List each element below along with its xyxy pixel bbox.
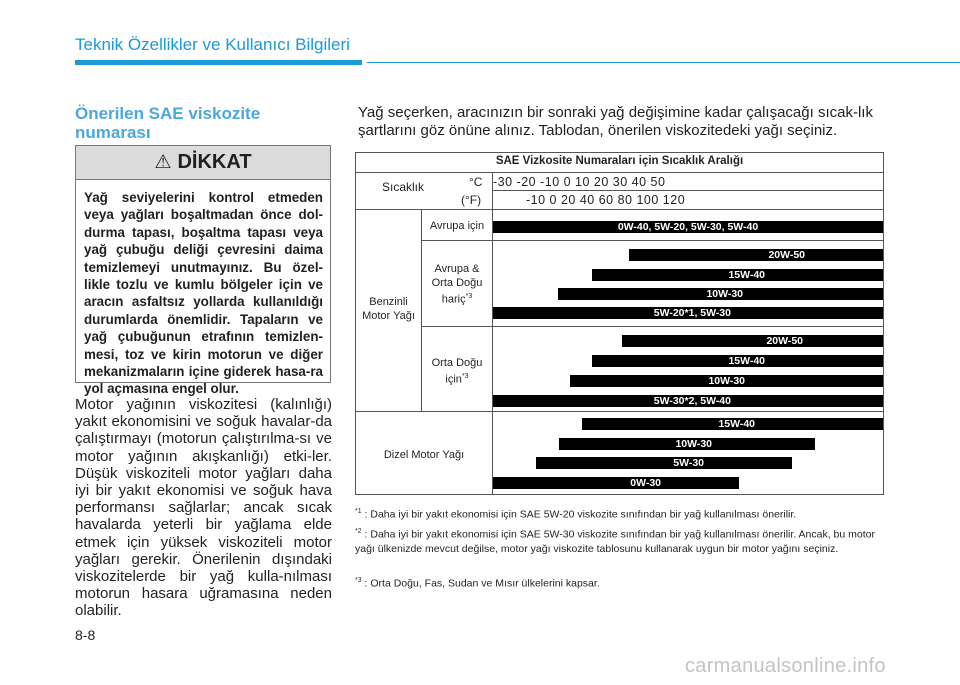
footnote-1-text: : Daha iyi bir yakıt ekonomisi için SAE 5W-20 viskozite sınıfından bir yağ kullanılması önerilir. — [364, 508, 797, 521]
bar-d-0w30: 0W-30 — [493, 477, 739, 489]
celsius-scale: -30 -20 -10 0 10 20 30 40 50 — [493, 175, 666, 189]
europe-me-except-label — [426, 262, 488, 307]
fahrenheit-label: (°F) — [461, 193, 482, 207]
bar-me-5w30: 5W-30*2, 5W-40 — [493, 395, 883, 407]
footnote-1-mark: *1 — [355, 508, 362, 515]
table-rule — [421, 240, 883, 241]
viscosity-table — [355, 152, 884, 495]
table-title: SAE Vizkosite Numaraları için Sıcaklık Aralığı — [495, 155, 744, 167]
bar-ex-15w40: 15W-40 — [592, 269, 883, 281]
header-accent-bar — [75, 60, 362, 65]
footnote-3-mark: *3 — [355, 577, 362, 584]
bar-d-10w30: 10W-30 — [559, 438, 815, 450]
temp-label: Sıcaklık — [382, 180, 425, 194]
bar-ex-5w20: 5W-20*1, 5W-30 — [493, 307, 883, 319]
bar-me-15w40: 15W-40 — [592, 355, 883, 367]
fahrenheit-scale: -10 0 20 40 60 80 100 120 — [526, 193, 686, 207]
middle-east-label — [426, 356, 488, 387]
section-title: Önerilen SAE viskozite numarası — [75, 104, 261, 142]
footnote-2-mark: *2 — [355, 528, 362, 535]
bar-eu-all: 0W-40, 5W-20, 5W-30, 5W-40 — [493, 221, 883, 233]
caution-header — [76, 146, 330, 180]
note-ref-3: *3 — [461, 373, 469, 380]
intro-paragraph: Yağ seçerken, aracınızın bir sonraki yağ değişimine kadar çalışacağı sıcak-lık şartlarını göz önüne alınız. Tablodan, önerilen viskozitedeki yağı seçiniz. — [358, 104, 873, 139]
caution-text: Yağ seviyelerini kontrol etmeden veya yağları boşaltmadan önce dol-durma tapası, boşaltma tapası veya yağ çubuğu deliği çevresini daima temizlemeyi unutmayınız. Bu özel-likle tozlu ve kumlu bölgeler için ve aracın asfaltsız yollarda kullanıldığı durumlarda önemlidir. Tapaların ve yağ çubuğunun etrafının temizlen-mesi, toz ve kirin motorun ve diğer mekanizmaların içine giderek hasa-ra yol açmasına engel olur. — [84, 190, 323, 397]
bar-d-15w40: 15W-40 — [582, 418, 883, 430]
europe-me-except-text: Avrupa & Orta Doğu hariç — [431, 263, 483, 306]
bar-me-20w50: 20W-50 — [622, 335, 883, 347]
footnote-3-text: : Orta Doğu, Fas, Sudan ve Mısır ülkelerini kapsar. — [364, 577, 600, 590]
page-number: 8-8 — [75, 627, 96, 643]
gasoline-oil-label: Benzinli Motor Yağı — [362, 296, 415, 322]
table-rule — [492, 190, 883, 191]
header-divider — [367, 62, 960, 63]
table-rule — [421, 326, 883, 327]
middle-east-text: Orta Doğu için — [431, 357, 483, 386]
europe-label: Avrupa için — [429, 220, 485, 232]
table-rule — [356, 209, 883, 210]
footnote-1 — [355, 505, 885, 522]
celsius-label: °C — [469, 175, 483, 189]
diesel-oil-label: Dizel Motor Yağı — [383, 449, 465, 461]
watermark: carmanualsonline.info — [685, 655, 886, 677]
footnote-2 — [355, 525, 885, 556]
body-paragraph: Motor yağının viskozitesi (kalınlığı) yakıt ekonomisini ve soğuk havalar-da çalıştırmayı (motorun çalıştırılma-sı ve motor yağının akışkanlığı) etki-ler. Düşük viskoziteli motor yağları daha iyi bir yakıt ekonomisi ve soğuk hava performansı sağlarlar; ancak sıcak havalarda yeterli bir yağlama elde etmek için yüksek viskoziteli motor yağları gerekir. Önerilenin dışındaki viskozitelerde bir yağ kulla-nılması motorun hasara uğramasına neden olabilir. — [75, 396, 332, 620]
footnote-3 — [355, 574, 885, 591]
bar-ex-10w30: 10W-30 — [558, 288, 883, 300]
note-ref-3: *3 — [465, 293, 473, 300]
bar-d-5w30: 5W-30 — [536, 457, 792, 469]
table-rule — [356, 411, 883, 412]
warning-triangle-icon: ⚠ — [154, 152, 172, 173]
bar-me-10w30: 10W-30 — [570, 375, 883, 387]
footnote-2-text: : Daha iyi bir yakıt ekonomisi için SAE 5W-30 viskozite sınıfından bir yağ kullanılması önerilir. Ancak, bu motor yağı ülkenizde mevcut değilse, motor yağı viskozite tablosunu kullanarak uygun bir motor yağını seçiniz. — [355, 528, 875, 555]
table-rule — [356, 172, 883, 173]
caution-label: DİKKAT — [177, 151, 252, 173]
bar-ex-20w50: 20W-50 — [629, 249, 883, 261]
caution-box — [75, 145, 331, 397]
header-title: Teknik Özellikler ve Kullanıcı Bilgileri — [75, 35, 350, 54]
